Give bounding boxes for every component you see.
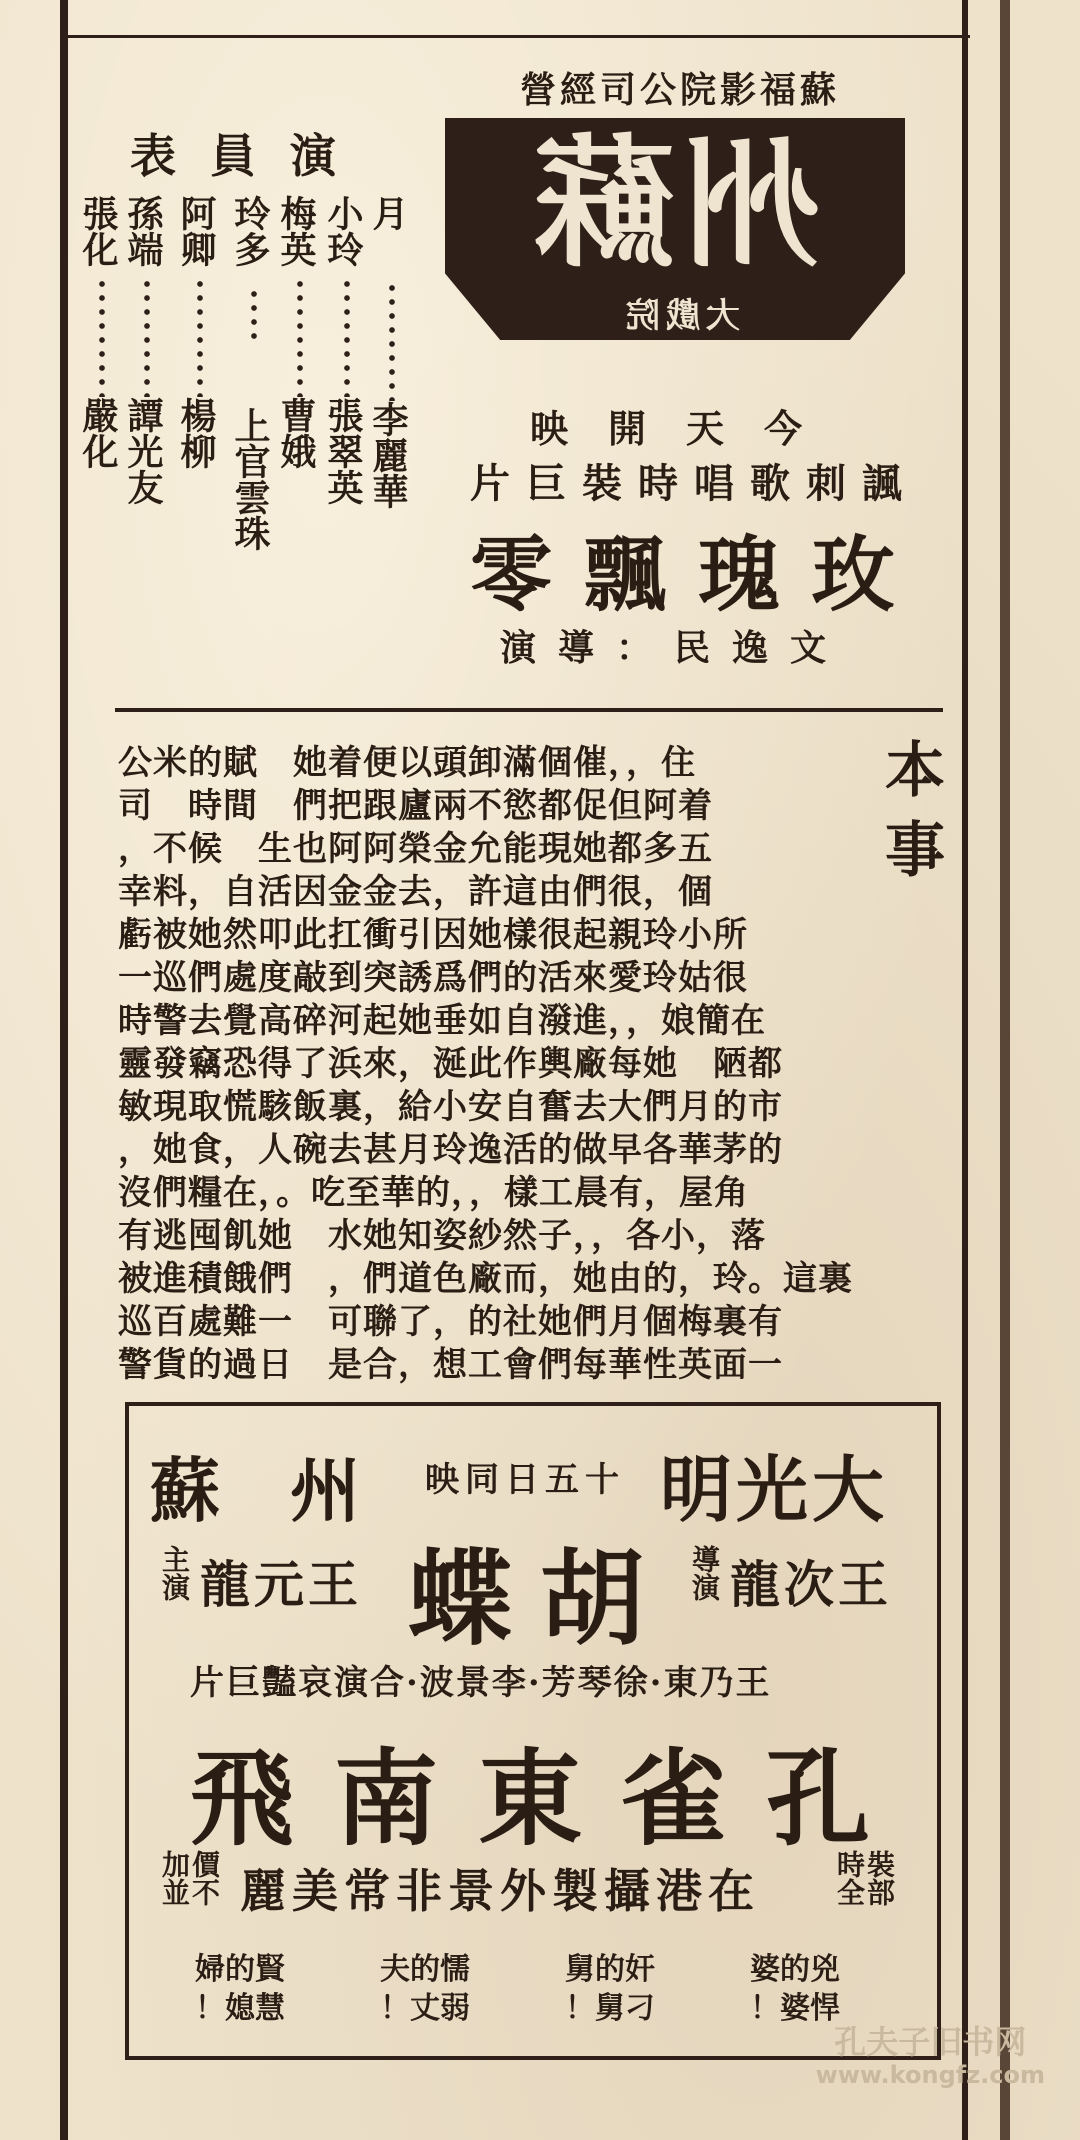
cast-actor: 張翠英: [322, 397, 364, 505]
dot-leader: [197, 277, 203, 397]
cast-actor: 上官雲珠: [229, 407, 271, 551]
cast-actor: 楊柳: [175, 397, 217, 469]
left-border: [60, 0, 68, 2140]
story-heading: 本事: [875, 738, 945, 898]
story-row: ，她食，人碗去甚月玲逸活的做早各華茅的: [118, 1130, 783, 1170]
watermark-line-1: 孔夫子旧书网: [834, 2022, 1027, 2061]
cast-column-2: [322, 195, 369, 505]
watermark: [816, 2023, 1045, 2090]
cast-column-3: [275, 195, 322, 469]
story-row: 司 時間 們把跟廬兩不慾都促但阿着: [118, 786, 713, 826]
cast-role: 梅英: [275, 195, 317, 267]
cast-column-5: [175, 195, 222, 469]
story-row: 幸料，自活因金金去，許這由們很，個: [118, 872, 713, 912]
dot-leader: [389, 281, 395, 401]
story-row: ，不候 生也阿阿榮金允能現她都多五: [118, 829, 713, 869]
film-title: 零飄瑰玫: [470, 527, 927, 623]
story-row: 時警去覺高碎河起她垂如自潑進，，娘簡在: [118, 1001, 766, 1041]
cast-role: 月: [367, 195, 409, 231]
cast-column-7: [77, 195, 124, 469]
tagline-1: 婆的兇 ！婆悍: [750, 1952, 840, 2026]
story-rows: [118, 742, 888, 1387]
company-line: 營經司公院影福蘇: [519, 69, 840, 111]
section-divider: [115, 708, 943, 712]
tagline-3: 夫的懦 ！丈弱: [380, 1952, 470, 2026]
bottom-director-label: 導演: [688, 1545, 721, 1601]
bottom-cast-line: 片巨豔哀演合·波景李·芳琴徐·東乃王: [190, 1663, 772, 1703]
cast-title: 表員演: [130, 129, 370, 183]
bottom-star-label: 主演: [158, 1545, 191, 1601]
film-today: 映開天今: [530, 406, 843, 451]
bottom-film2-title: 飛南東雀孔: [190, 1737, 911, 1860]
dot-leader: [144, 277, 150, 397]
cast-actor: 嚴化: [77, 397, 119, 469]
cast-role: 阿卿: [175, 195, 217, 267]
cast-role: 小玲: [322, 195, 364, 267]
bottom-same-day: 映同日五十: [425, 1460, 625, 1500]
story-body: [118, 742, 888, 1387]
dot-leader: [99, 277, 105, 397]
bottom-theater-1: 蘇州: [150, 1449, 430, 1532]
bottom-note-left-2: 裝部: [863, 1850, 896, 1906]
story-row: 靈發竊恐得了浜來，涎此作輿廠每她 陋都: [118, 1044, 783, 1084]
story-row: 有逃囤飢她 水她知姿紗然子，，各小，落: [118, 1216, 766, 1256]
bottom-theater-2: 明光大: [660, 1447, 889, 1532]
story-row: 巡百處難一 可聯了，的社她們月個梅裏有: [118, 1302, 783, 1342]
cast-column-4: [229, 195, 276, 551]
dot-leader: [297, 277, 303, 397]
cast-actor: 李麗華: [367, 401, 409, 509]
right-edge-border: [1000, 0, 1010, 2140]
story-row: 被進積餓們 ，們道色廠而，她由的，玲。這裏: [118, 1259, 853, 1299]
cast-role: 玲多: [229, 195, 271, 267]
tagline-2: 舅的奸 ！舅刁: [565, 1952, 655, 2026]
story-row: 一巡們處度敲到突誘爲們的活來愛玲姑很: [118, 958, 748, 998]
story-row: 公米的賦 她着便以頭卸滿個催，，住: [118, 743, 696, 783]
bottom-note-right: 加並: [158, 1850, 191, 1906]
film-director: 演導：民逸文: [500, 627, 849, 669]
cast-actor: 曹娥: [275, 397, 317, 469]
film-genre: 片巨裝時唱歌刺諷: [470, 460, 918, 507]
cast-column-6: [122, 195, 169, 505]
bottom-film1-title: 蝶胡: [408, 1537, 673, 1660]
bottom-director-name: 龍次王: [730, 1555, 892, 1614]
story-row: 警貨的過日 是合，想工會們每華性英面一: [118, 1345, 783, 1385]
cast-role: 張化: [77, 195, 119, 267]
logo-sub-text: 大戲院: [620, 296, 740, 336]
dot-leader: [251, 287, 257, 347]
bottom-note-right-2: 價不: [188, 1850, 221, 1906]
watermark-line-2: www.kongfz.com: [815, 2061, 1045, 2090]
tagline-4: 婦的賢 ！媳慧: [195, 1952, 285, 2026]
right-border: [962, 0, 968, 2140]
story-row: 沒們糧在，。吃至華的，，樣工晨有，屋角: [118, 1173, 749, 1213]
cast-column-1: [367, 195, 414, 509]
logo-main-text: 州蘇: [529, 122, 821, 287]
story-row: 虧被她然叩此扛衝引因她樣很起親玲小所: [118, 915, 748, 955]
cast-role: 孫端: [122, 195, 164, 267]
story-row: 敏現取慌駭飯裏，給小安自奮去大們月的市: [118, 1087, 783, 1127]
top-rule: [60, 35, 970, 38]
dot-leader: [344, 277, 350, 397]
cast-actor: 譚光友: [122, 397, 164, 505]
bottom-star-name: 龍元王: [200, 1555, 362, 1614]
bottom-note-center: 麗美常非景外製攝港在: [240, 1864, 760, 1918]
bottom-note-left: 時全: [833, 1850, 866, 1906]
